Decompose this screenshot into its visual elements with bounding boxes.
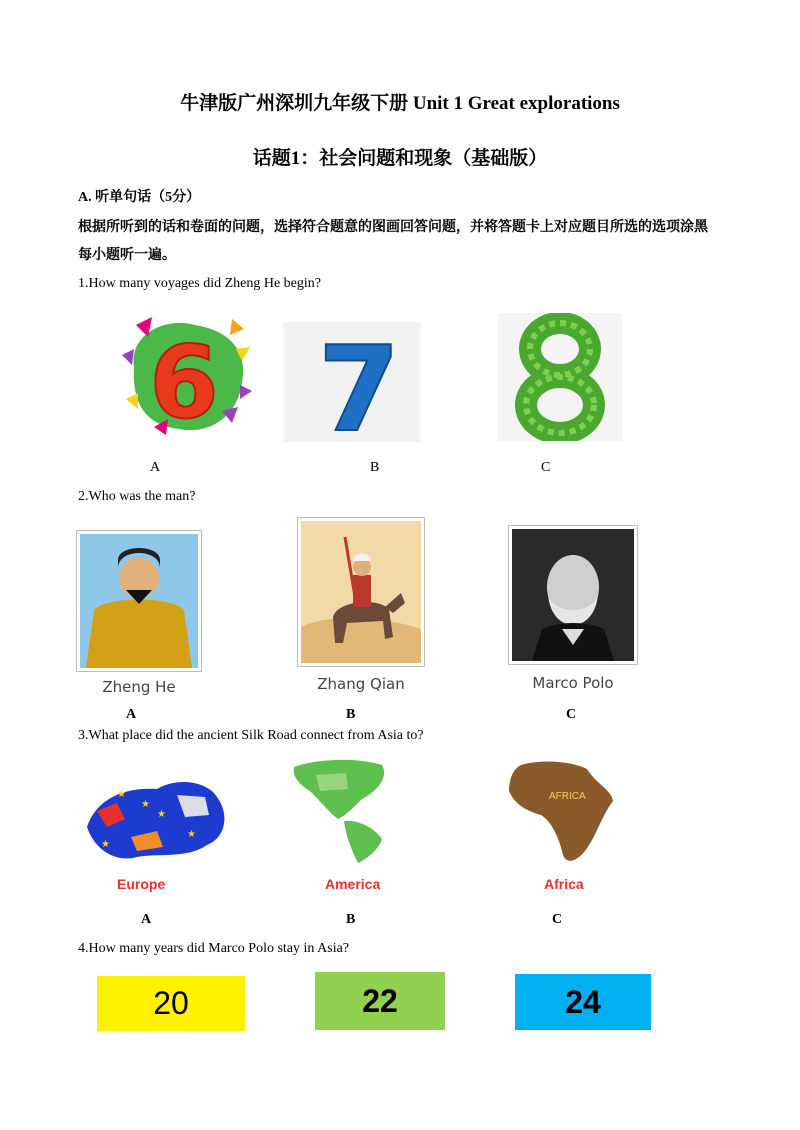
number-8-image xyxy=(498,313,622,441)
section-label: A. 听单句话（5分） xyxy=(78,190,201,205)
number-box-22-label: 22 xyxy=(362,982,398,1019)
q2-option-a: A xyxy=(126,707,137,722)
marco-polo-portrait xyxy=(508,525,638,665)
number-box-24-label: 24 xyxy=(565,983,601,1020)
page-subtitle: 话题1：社会问题和现象（基础版） xyxy=(252,148,548,169)
svg-text:7: 7 xyxy=(317,322,401,442)
svg-text:★: ★ xyxy=(117,789,126,800)
number-box-22 xyxy=(315,972,445,1030)
zheng-he-caption: Zheng He xyxy=(102,678,176,696)
africa-map-label: AFRICA xyxy=(549,791,586,802)
question-3-text: 3.What place did the ancient Silk Road connect from Asia to? xyxy=(78,728,424,743)
question-2-text: 2.Who was the man? xyxy=(78,489,196,504)
africa-map xyxy=(501,755,617,867)
number-box-20-label: 20 xyxy=(153,985,189,1021)
number-7-image xyxy=(283,322,421,442)
zheng-he-portrait xyxy=(76,530,202,672)
number-box-20 xyxy=(97,976,245,1031)
america-caption: America xyxy=(325,876,381,892)
question-1-text: 1.How many voyages did Zheng He begin? xyxy=(78,276,321,291)
africa-caption: Africa xyxy=(544,876,584,892)
q3-option-b: B xyxy=(346,912,356,927)
america-map xyxy=(286,755,416,865)
q3-option-a: A xyxy=(141,912,152,927)
page-title: 牛津版广州深圳九年级下册 Unit 1 Great explorations xyxy=(180,93,620,114)
q3-option-c: C xyxy=(552,912,563,927)
number-box-24 xyxy=(515,974,651,1030)
q1-option-a: A xyxy=(150,460,161,475)
zhang-qian-illustration xyxy=(297,517,425,667)
europe-map xyxy=(77,767,237,865)
q2-option-b: B xyxy=(346,707,356,722)
svg-text:★: ★ xyxy=(187,829,196,840)
zhang-qian-caption: Zhang Qian xyxy=(317,675,405,693)
svg-text:★: ★ xyxy=(157,809,166,820)
instruction-line-1: 根据所听到的话和卷面的问题，选择符合题意的图画回答问题，并将答题卡上对应题目所选的选项涂黑 xyxy=(78,220,708,235)
svg-text:6: 6 xyxy=(149,324,219,441)
marco-polo-caption: Marco Polo xyxy=(532,674,614,692)
question-4-text: 4.How many years did Marco Polo stay in Asia? xyxy=(78,941,350,956)
q1-option-b: B xyxy=(370,460,380,475)
instruction-line-2: 每小题听一遍。 xyxy=(78,248,176,263)
europe-caption: Europe xyxy=(117,876,166,892)
q2-option-c: C xyxy=(566,707,577,722)
q1-option-c: C xyxy=(541,460,551,475)
svg-text:★: ★ xyxy=(101,839,110,850)
svg-text:★: ★ xyxy=(141,799,150,810)
number-6-image xyxy=(114,307,254,441)
